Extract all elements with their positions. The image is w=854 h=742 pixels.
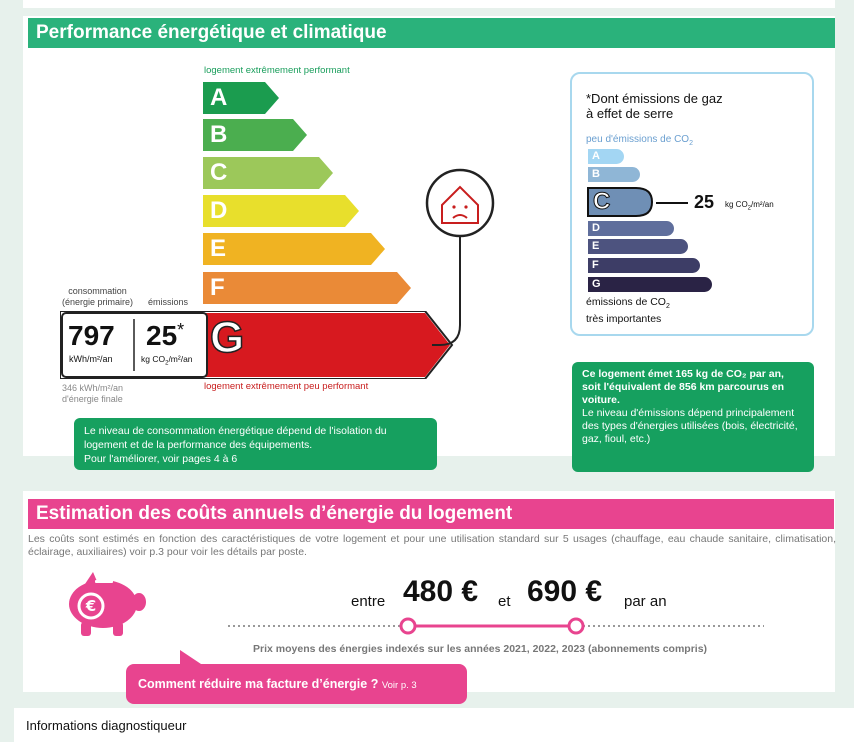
bottom-label: logement extrêmement peu performant (204, 381, 369, 392)
ges-connector (656, 202, 688, 204)
emissions-star: * (177, 320, 185, 340)
costs-description: Les coûts sont estimés en fonction des caractéristiques de votre logement et pour une utilisation standard sur 5 usages (chauffage, eau chaude sanitaire, climatisation, éclairage, auxiliaires) voir p.3 pour voir les détails par poste. (28, 533, 836, 558)
ges-bar-d (588, 221, 674, 236)
consumption-value: 797 (68, 320, 115, 351)
ges-letter-g: G (592, 278, 601, 290)
top-strip (23, 0, 835, 8)
dpe-bar-f (203, 272, 423, 306)
final-energy-note: 346 kWh/m²/an d'énergie finale (62, 383, 124, 404)
ges-value: 25 (694, 192, 715, 212)
ges-callout-bold: Ce logement émet 165 kg de CO₂ par an, soit l'équivalent de 856 km parcourus en voiture. (582, 368, 785, 406)
emissions-value (146, 320, 184, 352)
ges-callout-text: Le niveau d'émissions dépend principalement des types d'énergies utilisées (bois, électricité, gaz, fioul, etc.) (582, 407, 798, 445)
dpe-bar-d (203, 195, 371, 229)
ges-active-letter: C (593, 188, 611, 215)
ges-callout (572, 362, 814, 472)
ges-title: *Dont émissions de gaz à effet de serre (586, 91, 723, 121)
active-class-letter: G (210, 313, 245, 362)
emissions-label: émissions (148, 297, 189, 307)
ges-bar-g (588, 277, 712, 292)
dpe-letter-b: B (210, 121, 228, 148)
ges-bottom-label: émissions de $CO_2$ très importantes (586, 296, 670, 326)
ges-letter-a: A (592, 150, 600, 162)
consumption-unit: kWh/m²/an (69, 354, 113, 364)
dpe-letter-d: D (210, 197, 228, 224)
cost-range-bar (226, 616, 766, 636)
consumption-label: consommation (énergie primaire) (62, 286, 134, 307)
ges-letter-e: E (592, 240, 600, 252)
costs-title: Estimation des coûts annuels d’énergie du logement (28, 499, 834, 529)
ges-bar-a (588, 149, 624, 164)
ges-top-label: peu d'émissions de $CO_2$ (586, 134, 693, 147)
dpe-letter-a: A (210, 84, 228, 111)
ges-unit: kg $CO_2/m^2/an$ (725, 200, 774, 212)
reduce-bill-label: Comment réduire ma facture d’énergie ? (138, 677, 379, 691)
emissions-unit: kg $CO_2/m^2/an$ (141, 354, 193, 367)
ges-letter-d: D (592, 222, 600, 234)
cost-max: 690 € (527, 575, 603, 608)
performance-title: Performance énergétique et climatique (28, 18, 835, 48)
ges-bar-e (588, 239, 688, 254)
prices-note: Prix moyens des énergies indexés sur les années 2021, 2022, 2023 (abonnements compris) (253, 643, 708, 655)
svg-text:€: € (85, 597, 97, 615)
top-label: logement extrêmement performant (204, 65, 350, 76)
sad-house-icon (420, 165, 510, 355)
cost-min: 480 € (403, 575, 479, 608)
cost-per-year: par an (624, 593, 667, 610)
consumption-callout: Le niveau de consommation énergétique dépend de l'isolation du logement et de la performance des équipements. Pour l'améliorer, voir pages 4 à 6 (74, 418, 437, 470)
piggy-bank-icon (55, 570, 155, 640)
ges-bar-f (588, 258, 700, 273)
ges-bar-b (588, 167, 640, 182)
dpe-letter-c: C (210, 159, 228, 186)
active-class-bar (60, 311, 455, 379)
dpe-letter-e: E (210, 235, 227, 262)
ges-letter-f: F (592, 259, 599, 271)
diag-title: Informations diagnostiqueur (26, 718, 187, 733)
cost-and: et (498, 593, 511, 610)
reduce-bill-link[interactable] (126, 664, 467, 704)
emissions-number: 25 (146, 320, 178, 351)
reduce-bill-page: Voir p. 3 (381, 680, 417, 691)
ges-letter-b: B (592, 168, 600, 180)
cost-between: entre (351, 593, 386, 610)
dpe-bar-e (203, 233, 397, 267)
dpe-letter-f: F (210, 274, 225, 301)
